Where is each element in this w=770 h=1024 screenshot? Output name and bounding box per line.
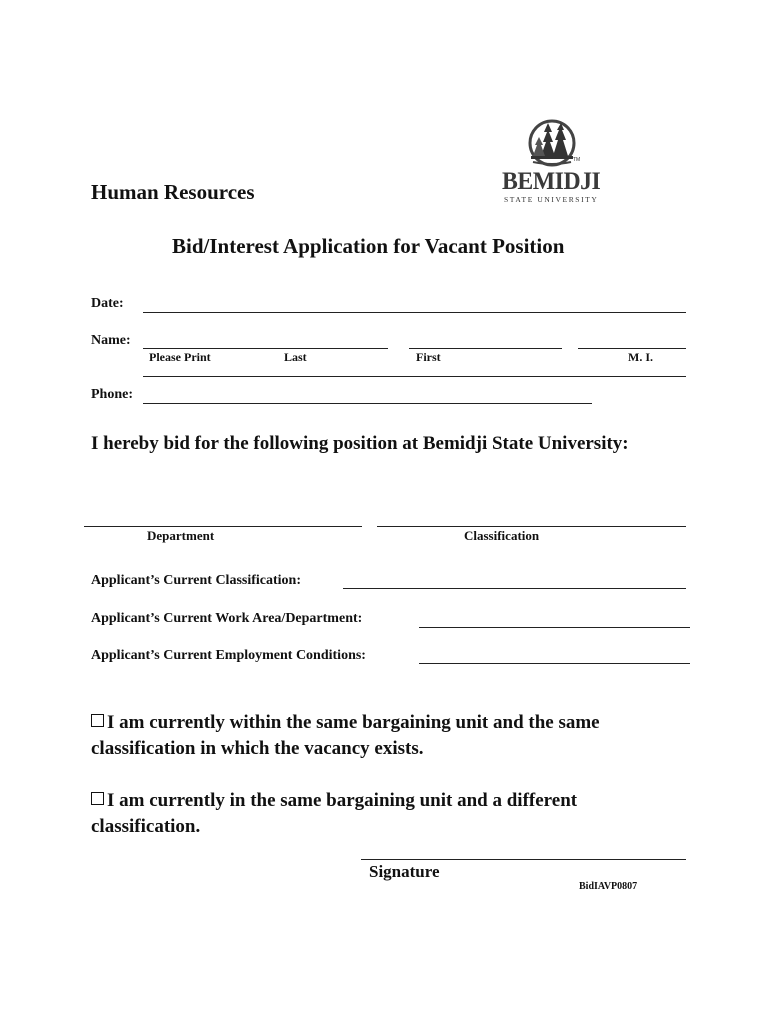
date-field[interactable] bbox=[143, 312, 686, 313]
bid-statement: I hereby bid for the following position at Bemidji State University: bbox=[91, 433, 629, 454]
date-label: Date: bbox=[91, 296, 124, 311]
option-different-classification: I am currently in the same bargaining unit and a different classification. bbox=[91, 790, 578, 837]
first-name-field[interactable] bbox=[409, 348, 562, 349]
middle-initial-field[interactable] bbox=[578, 348, 686, 349]
current-work-area-field[interactable] bbox=[419, 627, 690, 628]
department-field[interactable] bbox=[84, 526, 362, 527]
signature-field[interactable] bbox=[361, 859, 686, 860]
name-label: Name: bbox=[91, 333, 131, 348]
current-classification-field[interactable] bbox=[343, 588, 686, 589]
first-caption: First bbox=[416, 350, 441, 364]
current-work-area-label: Applicant’s Current Work Area/Department: bbox=[91, 611, 363, 626]
phone-field[interactable] bbox=[143, 403, 592, 404]
mi-caption: M. I. bbox=[628, 350, 653, 364]
current-employment-conditions-label: Applicant’s Current Employment Conditions: bbox=[91, 648, 366, 663]
last-name-field[interactable] bbox=[143, 348, 388, 349]
please-print-caption: Please Print bbox=[149, 350, 211, 364]
logo-wordmark: BEMIDJI bbox=[502, 168, 601, 195]
option-same-classification: I am currently within the same bargaining unit and the same classification in which the vacancy exists. bbox=[91, 712, 600, 759]
current-employment-conditions-field[interactable] bbox=[419, 663, 690, 664]
classification-field[interactable] bbox=[377, 526, 686, 527]
logo-subtitle: STATE UNIVERSITY bbox=[504, 195, 599, 204]
classification-caption: Classification bbox=[464, 528, 540, 543]
page-title: Bid/Interest Application for Vacant Position bbox=[172, 234, 565, 258]
signature-label: Signature bbox=[369, 862, 440, 881]
svg-text:TM: TM bbox=[573, 157, 581, 163]
department-caption: Department bbox=[147, 528, 215, 543]
current-classification-label: Applicant’s Current Classification: bbox=[91, 573, 301, 588]
same-classification-checkbox[interactable] bbox=[91, 714, 104, 727]
last-caption: Last bbox=[284, 350, 307, 364]
form-code: BidIAVP0807 bbox=[579, 881, 638, 892]
pine-trees-icon bbox=[497, 118, 609, 170]
department-heading: Human Resources bbox=[91, 180, 255, 204]
phone-label: Phone: bbox=[91, 387, 133, 402]
different-classification-checkbox[interactable] bbox=[91, 792, 104, 805]
name-underline bbox=[143, 376, 686, 377]
university-logo bbox=[497, 118, 609, 204]
